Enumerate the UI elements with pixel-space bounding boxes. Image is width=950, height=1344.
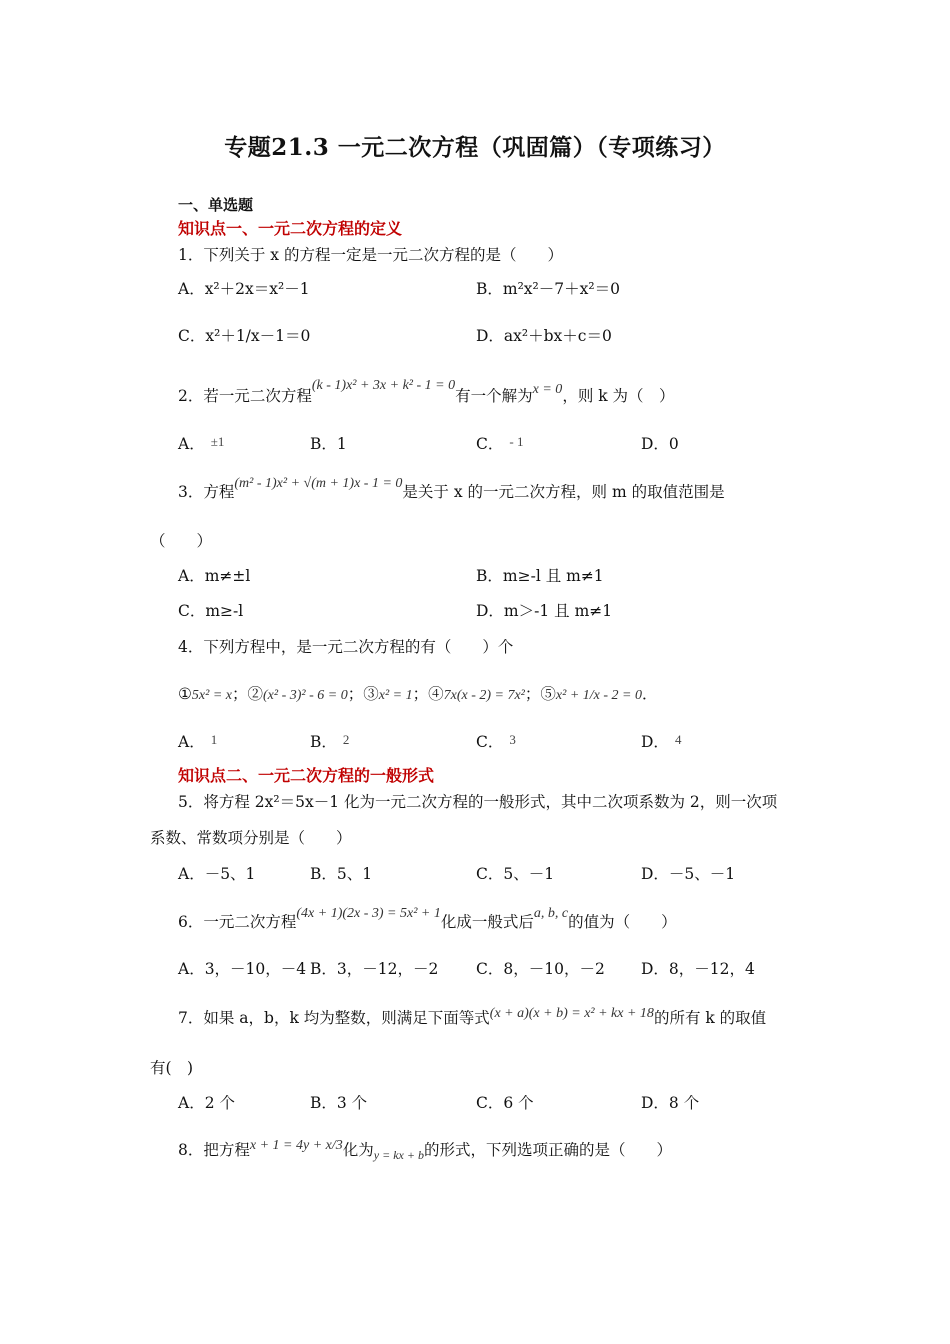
section-heading: 一、单选题 bbox=[178, 196, 254, 214]
question-4-stem: 4．下列方程中，是一元二次方程的有（ ）个 bbox=[178, 638, 514, 656]
q2-option-b: B．1 bbox=[310, 435, 347, 453]
q6-option-b: B．3，－12，－2 bbox=[310, 960, 439, 978]
q8-equation: x + 1 = 4y + x/3 bbox=[249, 1138, 343, 1153]
q6-option-d: D．8，－12，4 bbox=[641, 960, 755, 978]
knowledge-point-heading-2: 知识点二、一元二次方程的一般形式 bbox=[178, 766, 435, 785]
q1-option-b: B．m²x²－7＋x²＝0 bbox=[476, 280, 620, 298]
question-7-stem-cont: 有( ) bbox=[150, 1059, 194, 1077]
q7-option-b: B．3 个 bbox=[310, 1094, 368, 1112]
q7-equation: (x + a)(x + b) = x² + kx + 18 bbox=[489, 1006, 654, 1021]
q6-variables: a, b, c bbox=[533, 906, 569, 921]
q3-equation: (m² - 1)x² + √(m + 1)x - 1 = 0 bbox=[234, 476, 403, 491]
q4-equation-4: 7x(x - 2) = 7x² bbox=[443, 688, 525, 703]
question-3-stem: 3．方程(m² - 1)x² + √(m + 1)x - 1 = 0是关于 x 的一元二次方程，则 m 的取值范围是 bbox=[178, 476, 725, 501]
q4-equation-3: x² = 1 bbox=[378, 688, 413, 703]
q2-stem-post: ，则 k 为（ ） bbox=[562, 387, 675, 405]
q2-option-d: D．0 bbox=[641, 435, 679, 453]
q2-option-a: A． ±1 bbox=[178, 434, 225, 453]
q2-equation: (k - 1)x² + 3x + k² - 1 = 0 bbox=[311, 378, 456, 393]
q4-option-d: D． 4 bbox=[641, 732, 682, 751]
q8-form: y = kx + b bbox=[373, 1148, 424, 1162]
q7-option-c: C．6 个 bbox=[476, 1094, 534, 1112]
q4-equation-5: x² + 1/x - 2 = 0 bbox=[555, 688, 642, 703]
q6-equation: (4x + 1)(2x - 3) = 5x² + 1 bbox=[296, 906, 441, 921]
q3-option-b: B．m≥-l 且 m≠1 bbox=[476, 567, 604, 585]
q2-option-c: C． - 1 bbox=[476, 434, 524, 453]
q1-option-c: C．x²＋1/x－1＝0 bbox=[178, 327, 311, 345]
knowledge-point-heading: 知识点一、一元二次方程的定义 bbox=[178, 219, 403, 238]
q3-option-c: C．m≥-l bbox=[178, 602, 244, 620]
q5-option-a: A．－5、1 bbox=[178, 865, 256, 883]
question-5-stem: 5．将方程 2x²＝5x－1 化为一元二次方程的一般形式，其中二次项系数为 2，则一次项 bbox=[178, 793, 778, 811]
question-6-stem: 6．一元二次方程(4x + 1)(2x - 3) = 5x² + 1化成一般式后a, b, c的值为（ ） bbox=[178, 906, 677, 931]
q3-option-a: A．m≠±l bbox=[178, 567, 251, 585]
q6-option-c: C．8，－10，－2 bbox=[476, 960, 605, 978]
question-1-stem: 1．下列关于 x 的方程一定是一元二次方程的是（ ） bbox=[178, 246, 563, 264]
q4-equation-1: 5x² = x bbox=[191, 688, 232, 703]
q4-equation-2: (x² - 3)² - 6 = 0 bbox=[263, 688, 348, 703]
question-8-stem: 8．把方程x + 1 = 4y + x/3化为$_{y = kx + b}$的形式，下列选项正确的是（ ） bbox=[178, 1138, 672, 1162]
question-7-stem: 7．如果 a，b，k 均为整数，则满足下面等式(x + a)(x + b) = x² + kx + 18的所有 k 的取值 bbox=[178, 1006, 767, 1027]
q5-option-c: C．5、－1 bbox=[476, 865, 555, 883]
q4-option-a: A． 1 bbox=[178, 732, 218, 751]
question-5-stem-cont: 系数、常数项分别是（ ） bbox=[150, 829, 352, 847]
q1-option-d: D．ax²＋bx＋c＝0 bbox=[476, 327, 612, 345]
q6-option-a: A．3，－10，－4 bbox=[178, 960, 307, 978]
q4-option-c: C． 3 bbox=[476, 732, 516, 751]
page-title: 专题21.3 一元二次方程（巩固篇）（专项练习） bbox=[224, 134, 726, 161]
question-2-stem bbox=[178, 378, 675, 408]
q2-stem-pre: 2．若一元二次方程 bbox=[178, 387, 312, 405]
q7-option-d: D．8 个 bbox=[641, 1094, 700, 1112]
q5-option-d: D．－5、－1 bbox=[641, 865, 736, 883]
q2-stem-mid: 有一个解为 bbox=[455, 387, 533, 405]
q4-equations-list: ①5x² = x；②(x² - 3)² - 6 = 0；③x² = 1；④7x(x - 2) = 7x²；⑤x² + 1/x - 2 = 0． bbox=[178, 685, 658, 703]
q2-root: x = 0 bbox=[532, 382, 563, 397]
q3-option-d: D．m＞-1 且 m≠1 bbox=[476, 602, 613, 620]
q4-option-b: B． 2 bbox=[310, 732, 350, 751]
q1-option-a: A．x²＋2x＝x²－1 bbox=[178, 280, 310, 298]
q7-option-a: A．2 个 bbox=[178, 1094, 235, 1112]
q5-option-b: B．5、1 bbox=[310, 865, 373, 883]
q3-answer-paren: （ ） bbox=[150, 532, 213, 550]
